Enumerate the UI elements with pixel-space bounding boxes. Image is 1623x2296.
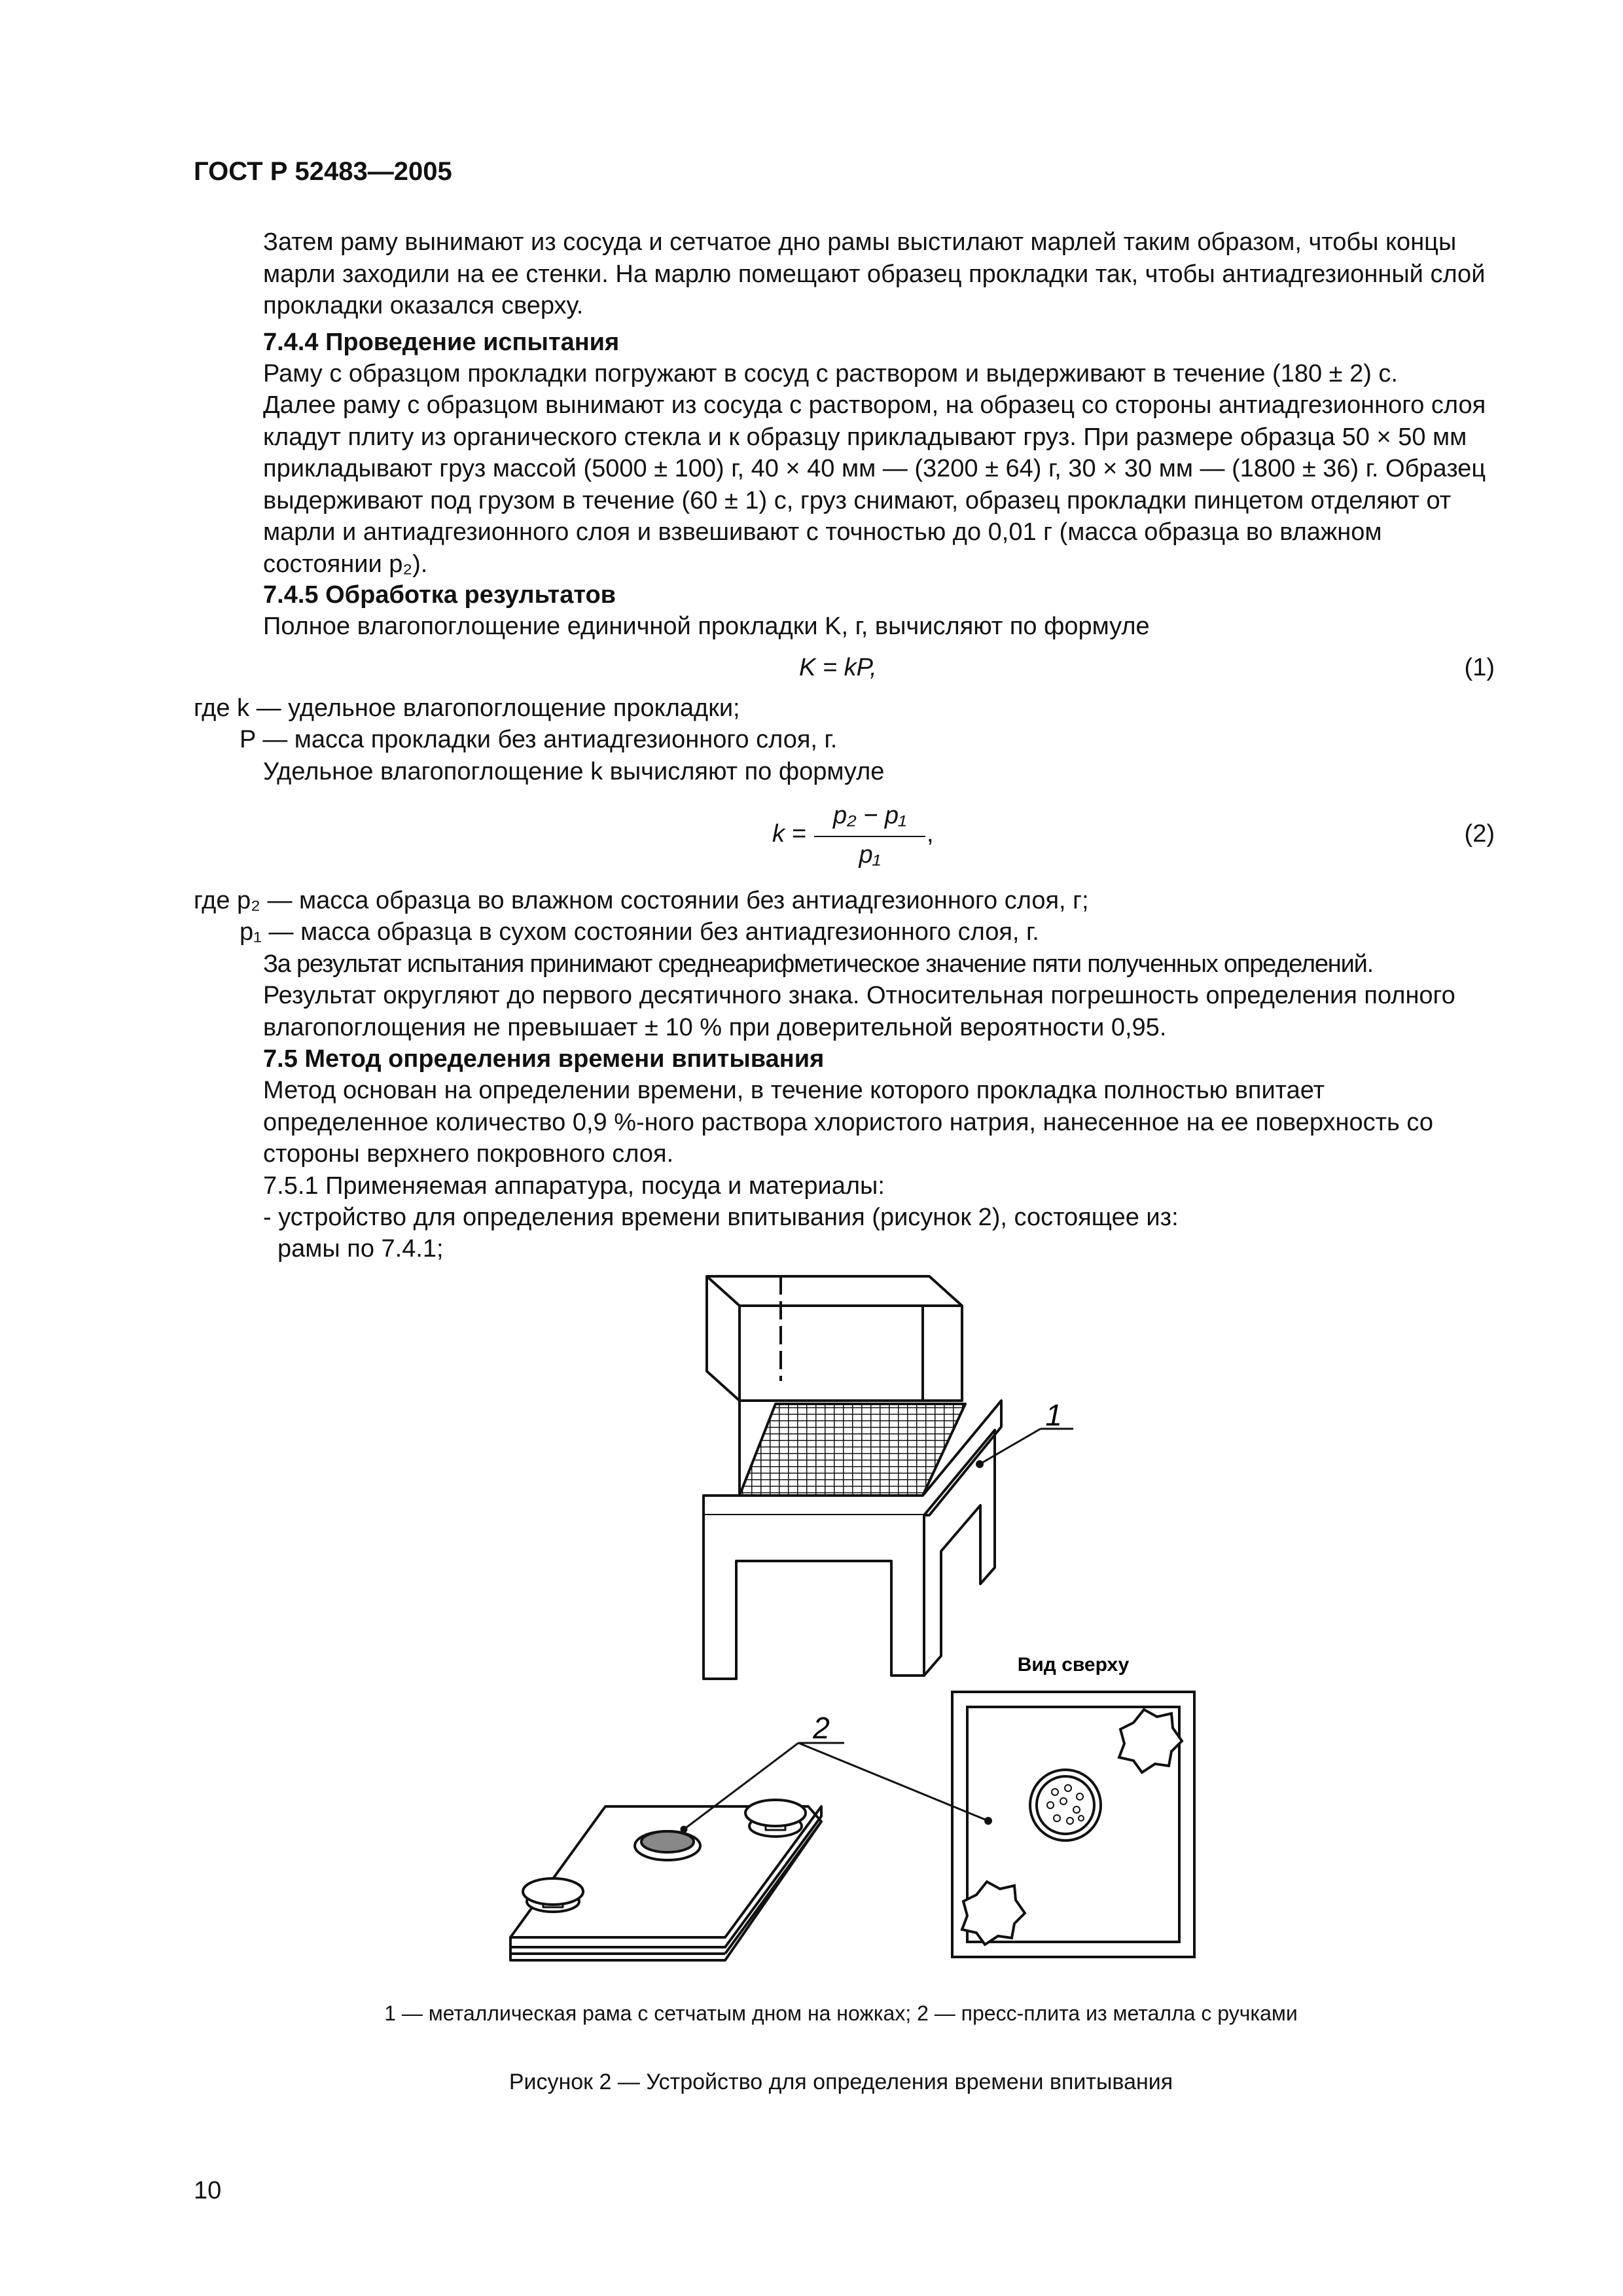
where-P: P — масса прокладки без антиадгезионного слоя, г. (240, 726, 838, 753)
top-view-drawing (952, 1692, 1194, 1957)
where-p2: где p₂ — масса образца во влажном состоянии без антиадгезионного слоя, г; (194, 887, 1089, 914)
paragraph-load-procedure: Далее раму с образцом вынимают из сосуда с раствором, на образец со стороны антиадгезионного слоя кладут плиту из органического стекла и к образцу прикладывают груз. При размере образца 50 × 50 мм прикладывают груз массой (5000 ± 100) г, 40 × 40 мм — (3200 ± 64) г, 30 × 30 мм — (1800 ± 36) г. Образец выдерживают под грузом в течение (60 ± 1) с, груз снимают, образец прокладки пинцетом отделяют от марли и антиадгезионного слоя и взвешивают с точностью до 0,01 г (масса образца во влажном состоянии p₂). (263, 391, 1486, 578)
where-k: где k — удельное влагопоглощение прокладки; (194, 694, 740, 722)
figure-caption: Рисунок 2 — Устройство для определения времени впитывания (508, 2070, 1173, 2094)
figure-label-1: 1 (1045, 1398, 1062, 1432)
section-heading-7-4-4: 7.4.4 Проведение испытания (263, 329, 620, 356)
document-header: ГОСТ Р 52483—2005 (194, 157, 452, 186)
paragraph-result-mean: За результат испытания принимают среднеарифметическое значение пяти полученных определений. (263, 950, 1374, 978)
frame-3d-drawing (704, 1276, 1073, 1679)
list-item-frame: рамы по 7.4.1; (277, 1235, 444, 1263)
equation-1-number: (1) (1464, 654, 1495, 681)
paragraph-rounding: Результат округляют до первого десятичного знака. Относительная погрешность определения полного влагопоглощения не превышает ± 10 % при доверительной вероятности 0,95. (263, 982, 1455, 1041)
press-plate-drawing (510, 1800, 821, 1960)
figure-legend: 1 — металлическая рама с сетчатым дном на ножках; 2 — пресс-плита из металла с ручками (384, 2001, 1298, 2025)
plate-handle-left (523, 1878, 583, 1912)
equation-2-numerator: p₂ − p₁ (832, 802, 907, 829)
where-p1: p₁ — масса образца в сухом состоянии без антиадгезионного слоя, г. (240, 918, 1039, 946)
equation-2-comma: , (927, 820, 934, 848)
equation-2-lhs: k = (772, 820, 806, 848)
section-heading-7-4-5: 7.4.5 Обработка результатов (263, 581, 616, 609)
paragraph-immersion: Раму с образцом прокладки погружают в сосуд с раствором и выдерживают в течение (180 ± 2) с. (263, 360, 1398, 387)
paragraph-method-basis: Метод основан на определении времени, в течение которого прокладка полностью впитает определенное количество 0,9 %-ного раствора хлористого натрия, нанесенное на ее поверхность со стороны верхнего покровного слоя. (263, 1077, 1433, 1168)
list-item-device: - устройство для определения времени впитывания (рисунок 2), состоящее из: (263, 1204, 1179, 1231)
paragraph-formula-intro: Полное влагопоглощение единичной прокладки K, г, вычисляют по формуле (263, 613, 1150, 640)
section-heading-7-5: 7.5 Метод определения времени впитывания (263, 1045, 825, 1073)
paragraph-frame-gauze: Затем раму вынимают из сосуда и сетчатое дно рамы выстилают марлей таким образом, чтобы концы марли заходили на ее стенки. На марлю помещают образец прокладки так, чтобы антиадгезионный слой прокладки оказался сверху. (263, 228, 1486, 320)
plate-handle-right (745, 1800, 806, 1837)
equation-2-number: (2) (1464, 820, 1495, 848)
paragraph-specific-absorption: Удельное влагопоглощение k вычисляют по формуле (263, 758, 885, 785)
clause-7-5-1: 7.5.1 Применяемая аппаратура, посуда и материалы: (263, 1172, 885, 1200)
top-view-label: Вид сверху (1017, 1654, 1130, 1676)
equation-2-denominator: p₁ (859, 841, 881, 869)
equation-1-body: K = kP, (799, 654, 877, 681)
page-number: 10 (194, 2177, 222, 2204)
figure-label-2: 2 (813, 1711, 830, 1745)
